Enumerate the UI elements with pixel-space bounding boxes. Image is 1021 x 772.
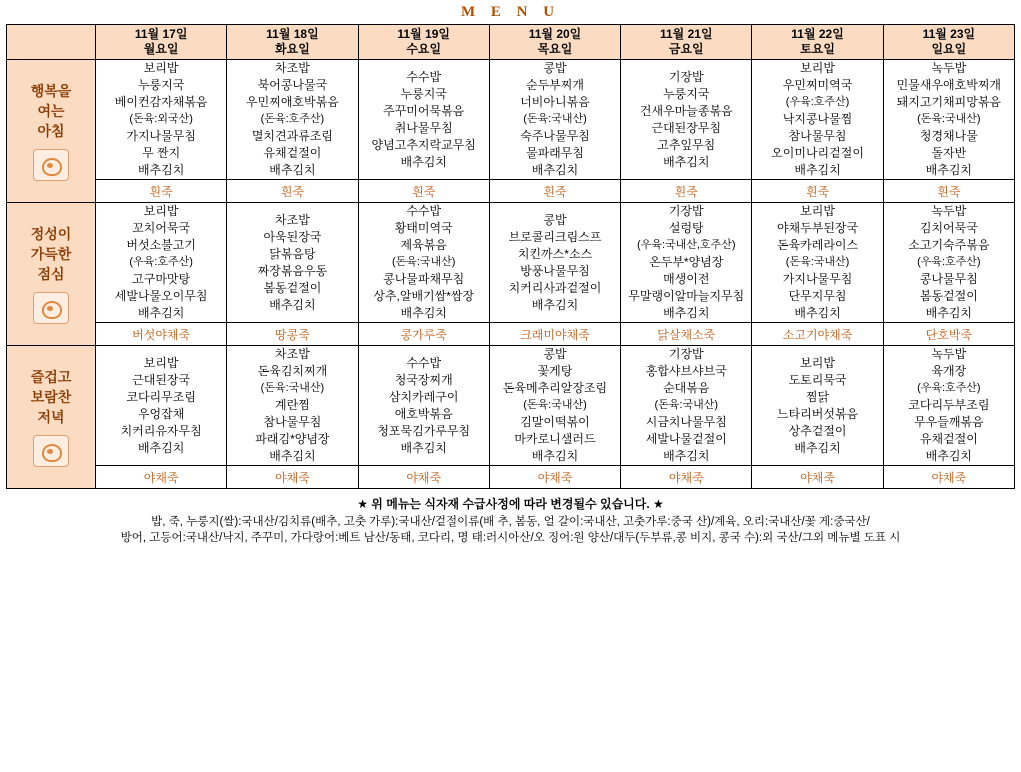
- dish-item: 녹두밥: [931, 204, 967, 218]
- dish-item: 배추김치: [531, 163, 579, 177]
- dish-item: 보리밥: [143, 355, 179, 370]
- day-weekday-4: 금요일: [668, 42, 704, 56]
- dish-item: 배추김치: [925, 449, 973, 463]
- day-date-5: 11월 22일: [791, 27, 844, 41]
- dish-item: 유채겉절이: [263, 146, 322, 160]
- porridge-row-2: [7, 466, 1015, 489]
- page-title: M E N U: [460, 4, 561, 20]
- dish-item: 배추김치: [400, 306, 447, 320]
- meal-1-day-6-porridge: 단호박죽: [883, 323, 1014, 346]
- meal-0-day-5-dishes: [752, 60, 883, 180]
- menu-change-note: ★ 위 메뉴는 식자재 수급사정에 따라 변경될수 있습니다. ★: [357, 497, 664, 511]
- dish-item: 참나물무침: [788, 129, 847, 143]
- rice-bowl-icon: [33, 435, 69, 467]
- meal-0-day-6-porridge: 흰죽: [883, 180, 1014, 203]
- dish-item: 고구마맛탕: [132, 272, 191, 286]
- meal-2-day-6-porridge: 야채죽: [883, 466, 1014, 489]
- dish-item: 상추겉절이: [788, 423, 847, 438]
- meal-2-day-0-dishes: [96, 346, 227, 466]
- dish-item: 배추김치: [531, 297, 579, 312]
- meal-2-day-4-porridge: 야채죽: [621, 466, 752, 489]
- corner-cell: [7, 25, 96, 60]
- porridge-row-1: [7, 323, 1015, 346]
- dish-item: (우육:호주산): [917, 256, 981, 268]
- dish-item: 누룽지국: [663, 86, 710, 101]
- dish-item: 배추김치: [137, 306, 185, 320]
- dish-item: 근대된장무침: [651, 120, 722, 135]
- dish-item: 김말이떡볶이: [520, 415, 590, 429]
- dish-item: 세발나물오이무침: [114, 289, 208, 303]
- dish-item: 소고기숙주볶음: [908, 238, 990, 252]
- dish-item: 멸치견과류조림: [251, 129, 333, 143]
- dish-item: (돈육:국내산): [785, 256, 850, 268]
- meal-1-day-6-dishes: [883, 203, 1014, 323]
- meal-label-line: 가득한: [30, 246, 72, 262]
- dish-item: (우육:호주산): [129, 256, 193, 268]
- meal-label-line: 행복을: [30, 83, 72, 99]
- meal-1-day-3-porridge: 크래미야채죽: [489, 323, 620, 346]
- dish-item: 청경채나물: [919, 129, 978, 143]
- dish-item: 배추김치: [794, 163, 841, 177]
- day-date-1: 11월 18일: [266, 27, 319, 41]
- dish-item: 야채두부된장국: [776, 221, 859, 235]
- dish-item: 애호박볶음: [394, 406, 453, 421]
- meal-label-line: 점심: [37, 266, 65, 282]
- dish-item: (돈육:국내산): [260, 382, 325, 394]
- dish-item: 계란찜: [275, 398, 310, 412]
- dish-item: 건새우마늘종볶음: [639, 103, 733, 118]
- day-weekday-5: 토요일: [800, 42, 835, 56]
- dish-item: 상추,알배기쌈*쌈장: [373, 289, 475, 303]
- dish-item: 배추김치: [137, 163, 185, 177]
- dish-item: 우민찌애호박볶음: [246, 95, 339, 109]
- meal-0-day-5-porridge: 흰죽: [752, 180, 883, 203]
- porridge-row-0: [7, 180, 1015, 203]
- dish-item: 누룽지국: [137, 78, 185, 92]
- meal-label-2: [7, 346, 96, 489]
- dish-item: 보리밥: [143, 61, 179, 75]
- dish-item: 민물새우애호박찌개: [896, 78, 1002, 92]
- meal-1-day-2-dishes: [358, 203, 489, 323]
- day-date-4: 11월 21일: [659, 27, 713, 41]
- dish-item: 배추김치: [269, 163, 316, 177]
- dish-item: (돈육:호주산): [260, 113, 325, 125]
- meal-label-line: 정성이: [30, 226, 72, 242]
- dish-item: 꼬치어묵국: [132, 221, 191, 235]
- meal-0-day-3-dishes: [489, 60, 620, 180]
- dish-item: 배추김치: [137, 440, 185, 455]
- dish-item: 콩밥: [543, 212, 567, 227]
- dish-item: 돈육카레라이스: [776, 238, 859, 252]
- meal-2-day-1-porridge: 야채죽: [227, 466, 358, 489]
- dish-item: 배추김치: [663, 154, 710, 169]
- dish-item: 낙지콩나물찜: [782, 112, 853, 126]
- dish-item: 보리밥: [800, 204, 835, 218]
- meal-0-day-0-porridge: 흰죽: [96, 180, 227, 203]
- dish-item: 돈육김치찌개: [257, 364, 328, 378]
- dish-item: 코다리두부조림: [908, 398, 990, 412]
- dish-item: 제육볶음: [400, 238, 447, 252]
- meal-row-2: [7, 346, 1015, 466]
- dish-item: 기장밥: [668, 204, 704, 218]
- dish-item: 수수밥: [406, 204, 442, 218]
- dish-item: 배추김치: [794, 306, 841, 320]
- meal-label-line: 저녁: [37, 409, 65, 425]
- dish-item: 취나물무침: [394, 120, 453, 135]
- meal-2-day-3-porridge: 야채죽: [489, 466, 620, 489]
- meal-0-day-0-dishes: [96, 60, 227, 180]
- meal-row-1: [7, 203, 1015, 323]
- dish-item: 보리밥: [800, 61, 835, 75]
- day-weekday-2: 수요일: [406, 42, 442, 56]
- dish-item: 온두부*양념장: [649, 255, 724, 269]
- dish-item: 콩나물파채무침: [383, 272, 465, 286]
- meal-1-day-0-dishes: [96, 203, 227, 323]
- meal-label-line: 보람찬: [30, 389, 72, 405]
- dish-item: 콩나물무침: [919, 272, 978, 286]
- meal-label-line: 즐겁고: [30, 369, 72, 385]
- dish-item: 수수밥: [406, 69, 442, 84]
- dish-item: 배추김치: [269, 449, 316, 463]
- dish-item: 돈육메추리알장조림: [502, 381, 608, 395]
- dish-item: 치커리유자무침: [120, 423, 202, 438]
- day-date-6: 11월 23일: [922, 27, 976, 41]
- rice-bowl-icon: [33, 292, 69, 324]
- dish-item: 고추잎무침: [657, 137, 716, 152]
- dish-item: 배추김치: [663, 306, 710, 320]
- dish-item: 콩밥: [543, 61, 567, 75]
- dish-item: 삼치카레구이: [388, 389, 459, 404]
- dish-item: 돌자반: [931, 146, 967, 160]
- dish-item: 김치어묵국: [919, 221, 978, 235]
- meal-2-day-2-porridge: 야채죽: [358, 466, 489, 489]
- meal-1-day-4-porridge: 닭살채소죽: [621, 323, 752, 346]
- day-header-0: [96, 25, 227, 60]
- dish-item: 홍합샤브샤브국: [645, 364, 727, 378]
- dish-item: 북어콩나물국: [257, 78, 328, 92]
- dish-item: 봄동겉절이: [919, 289, 978, 303]
- dish-item: 시금치나물무침: [645, 415, 727, 429]
- day-weekday-1: 화요일: [275, 42, 310, 56]
- dish-item: 무우들깨볶음: [914, 415, 984, 429]
- dish-item: 꽃게탕: [537, 364, 573, 378]
- day-header-5: [752, 25, 883, 60]
- meal-1-day-3-dishes: [489, 203, 620, 323]
- dish-item: 배추김치: [925, 306, 973, 320]
- day-date-3: 11월 20일: [528, 27, 582, 41]
- dish-item: (돈육:국내산): [917, 113, 981, 125]
- meal-row-0: [7, 60, 1015, 180]
- meal-2-day-6-dishes: [883, 346, 1014, 466]
- meal-0-day-1-porridge: 흰죽: [227, 180, 358, 203]
- dish-item: 순두부찌개: [526, 78, 584, 92]
- dish-item: 마카로니샐러드: [514, 432, 596, 446]
- dish-item: 베이컨감자채볶음: [114, 95, 208, 109]
- table-body: [7, 60, 1015, 489]
- dish-item: 숙주나물무침: [520, 129, 590, 143]
- dish-item: 수수밥: [406, 355, 442, 370]
- dish-item: 가지나물무침: [126, 129, 196, 143]
- dish-item: 버섯소불고기: [126, 238, 196, 252]
- meal-2-day-1-dishes: [227, 346, 358, 466]
- dish-item: 근대된장국: [132, 372, 191, 387]
- meal-2-day-4-dishes: [621, 346, 752, 466]
- dish-item: 세발나물겉절이: [645, 432, 727, 446]
- dish-item: 육개장: [931, 364, 967, 378]
- dish-item: 파래김*양념장: [255, 432, 330, 446]
- meal-0-day-4-porridge: 흰죽: [621, 180, 752, 203]
- dish-item: 찜닭: [805, 389, 830, 404]
- dish-item: 우엉잡채: [137, 406, 185, 421]
- dish-item: 아욱된장국: [263, 229, 322, 244]
- dish-item: 너비아니볶음: [520, 95, 590, 109]
- rice-bowl-icon: [33, 149, 69, 181]
- dish-item: 콩밥: [543, 347, 567, 361]
- dish-item: 보리밥: [800, 355, 835, 370]
- dish-item: 누룽지국: [400, 86, 447, 101]
- meal-0-day-1-dishes: [227, 60, 358, 180]
- dish-item: 물파래무침: [526, 146, 584, 160]
- meal-2-day-5-porridge: 야채죽: [752, 466, 883, 489]
- meal-label-line: 아침: [37, 123, 65, 139]
- meal-1-day-4-dishes: [621, 203, 752, 323]
- dish-item: 기장밥: [668, 69, 704, 84]
- dish-item: (우육:호주산): [917, 382, 981, 394]
- meal-2-day-5-dishes: [752, 346, 883, 466]
- day-weekday-6: 일요일: [931, 42, 967, 56]
- dish-item: (우육:호주산): [785, 96, 850, 108]
- origin-footnote-1: 밥, 죽, 누룽지(쌀):국내산/김치류(배추, 고춧 가루):국내산/겉절이류(배 추, 봄동, 얼 갈이:국내산, 고춧가루:중국 산)/계육, 오리:국내산/꽃 게:중국산/: [151, 516, 870, 528]
- day-header-3: [489, 25, 620, 60]
- dish-item: 청국장찌개: [394, 372, 453, 387]
- dish-item: 도토리묵국: [788, 372, 847, 387]
- meal-label-1: [7, 203, 96, 346]
- meal-1-day-1-dishes: [227, 203, 358, 323]
- dish-item: 무말랭이알마늘지무침: [628, 289, 745, 303]
- day-header-6: [883, 25, 1014, 60]
- dish-item: 설렁탕: [668, 221, 704, 235]
- dish-item: (우육:국내산,호주산): [637, 239, 736, 251]
- meal-1-day-5-porridge: 소고기야채죽: [752, 323, 883, 346]
- dish-item: 배추김치: [269, 297, 316, 312]
- dish-item: 주꾸미어묵볶음: [383, 103, 465, 118]
- meal-1-day-0-porridge: 버섯야채죽: [96, 323, 227, 346]
- dish-item: 방풍나물무침: [520, 263, 590, 278]
- dish-item: 치커리사과겉절이: [508, 280, 602, 295]
- meal-0-day-2-porridge: 흰죽: [358, 180, 489, 203]
- dish-item: (돈육:국내산): [391, 256, 456, 268]
- dish-item: 청포묵김가루무침: [377, 423, 471, 438]
- day-weekday-0: 월요일: [143, 42, 179, 56]
- dish-item: 느타리버섯볶음: [776, 406, 859, 421]
- dish-item: 녹두밥: [931, 61, 967, 75]
- weekly-menu-table: [6, 24, 1015, 489]
- dish-item: 무 짠지: [142, 146, 181, 160]
- meal-1-day-2-porridge: 콩가루죽: [358, 323, 489, 346]
- dish-item: 배추김치: [400, 154, 447, 169]
- dish-item: 오이미나리겉절이: [771, 146, 864, 160]
- dish-item: (돈육:국내산): [523, 399, 587, 411]
- day-weekday-3: 목요일: [537, 42, 573, 56]
- meal-1-day-5-dishes: [752, 203, 883, 323]
- dish-item: 짜장볶음우동: [257, 263, 328, 278]
- meal-1-day-1-porridge: 땅콩죽: [227, 323, 358, 346]
- day-header-4: [621, 25, 752, 60]
- dish-item: 배추김치: [925, 163, 973, 177]
- dish-item: 우민찌미역국: [782, 78, 853, 92]
- meal-0-day-4-dishes: [621, 60, 752, 180]
- dish-item: 봄동겉절이: [263, 280, 322, 295]
- dish-item: 배추김치: [400, 440, 447, 455]
- dish-item: 배추김치: [531, 449, 579, 463]
- meal-0-day-6-dishes: [883, 60, 1014, 180]
- dish-item: 단무지무침: [788, 289, 847, 303]
- meal-2-day-3-dishes: [489, 346, 620, 466]
- dish-item: 차조밥: [275, 61, 310, 75]
- day-date-2: 11월 19일: [397, 27, 450, 41]
- dish-item: 차조밥: [275, 347, 310, 361]
- dish-item: 기장밥: [668, 347, 704, 361]
- meal-0-day-2-dishes: [358, 60, 489, 180]
- dish-item: 매생이전: [663, 272, 710, 286]
- dish-item: 브로콜리크림스프: [508, 229, 602, 244]
- dish-item: 배추김치: [663, 449, 710, 463]
- dish-item: 가지나물무침: [782, 272, 853, 286]
- dish-item: 양념고추지락교무침: [371, 137, 476, 152]
- dish-item: 코다리무조림: [126, 389, 196, 404]
- dish-item: 차조밥: [275, 212, 310, 227]
- meal-2-day-2-dishes: [358, 346, 489, 466]
- dish-item: 유채겉절이: [919, 432, 978, 446]
- table-header-row: [7, 25, 1015, 60]
- meal-2-day-0-porridge: 야채죽: [96, 466, 227, 489]
- dish-item: 닭볶음탕: [269, 246, 316, 261]
- meal-0-day-3-porridge: 흰죽: [489, 180, 620, 203]
- dish-item: 참나물무침: [263, 415, 322, 429]
- dish-item: 치킨까스*소스: [517, 246, 593, 261]
- dish-item: 배추김치: [794, 440, 841, 455]
- meal-label-0: [7, 60, 96, 203]
- dish-item: (돈육:외국산): [129, 113, 193, 125]
- dish-item: 순대볶음: [663, 381, 710, 395]
- day-header-1: [227, 25, 358, 60]
- dish-item: 돼지고기채피망볶음: [896, 95, 1002, 109]
- dish-item: (돈육:국내산): [523, 113, 587, 125]
- dish-item: 보리밥: [143, 204, 179, 218]
- origin-footnote-2: 방어, 고등어:국내산/낙지, 주꾸미, 가다랑어:베트 남산/동태, 코다리, 명 태:러시아산/오 징어:원 양산/대두(두부류,콩 비지, 콩국 수):외 국산/그외 메뉴별 도표 시: [120, 532, 901, 544]
- day-date-0: 11월 17일: [134, 27, 188, 41]
- dish-item: (돈육:국내산): [654, 399, 719, 411]
- dish-item: 황태미역국: [394, 221, 453, 235]
- meal-label-line: 여는: [37, 103, 65, 119]
- dish-item: 녹두밥: [931, 347, 967, 361]
- day-header-2: [358, 25, 489, 60]
